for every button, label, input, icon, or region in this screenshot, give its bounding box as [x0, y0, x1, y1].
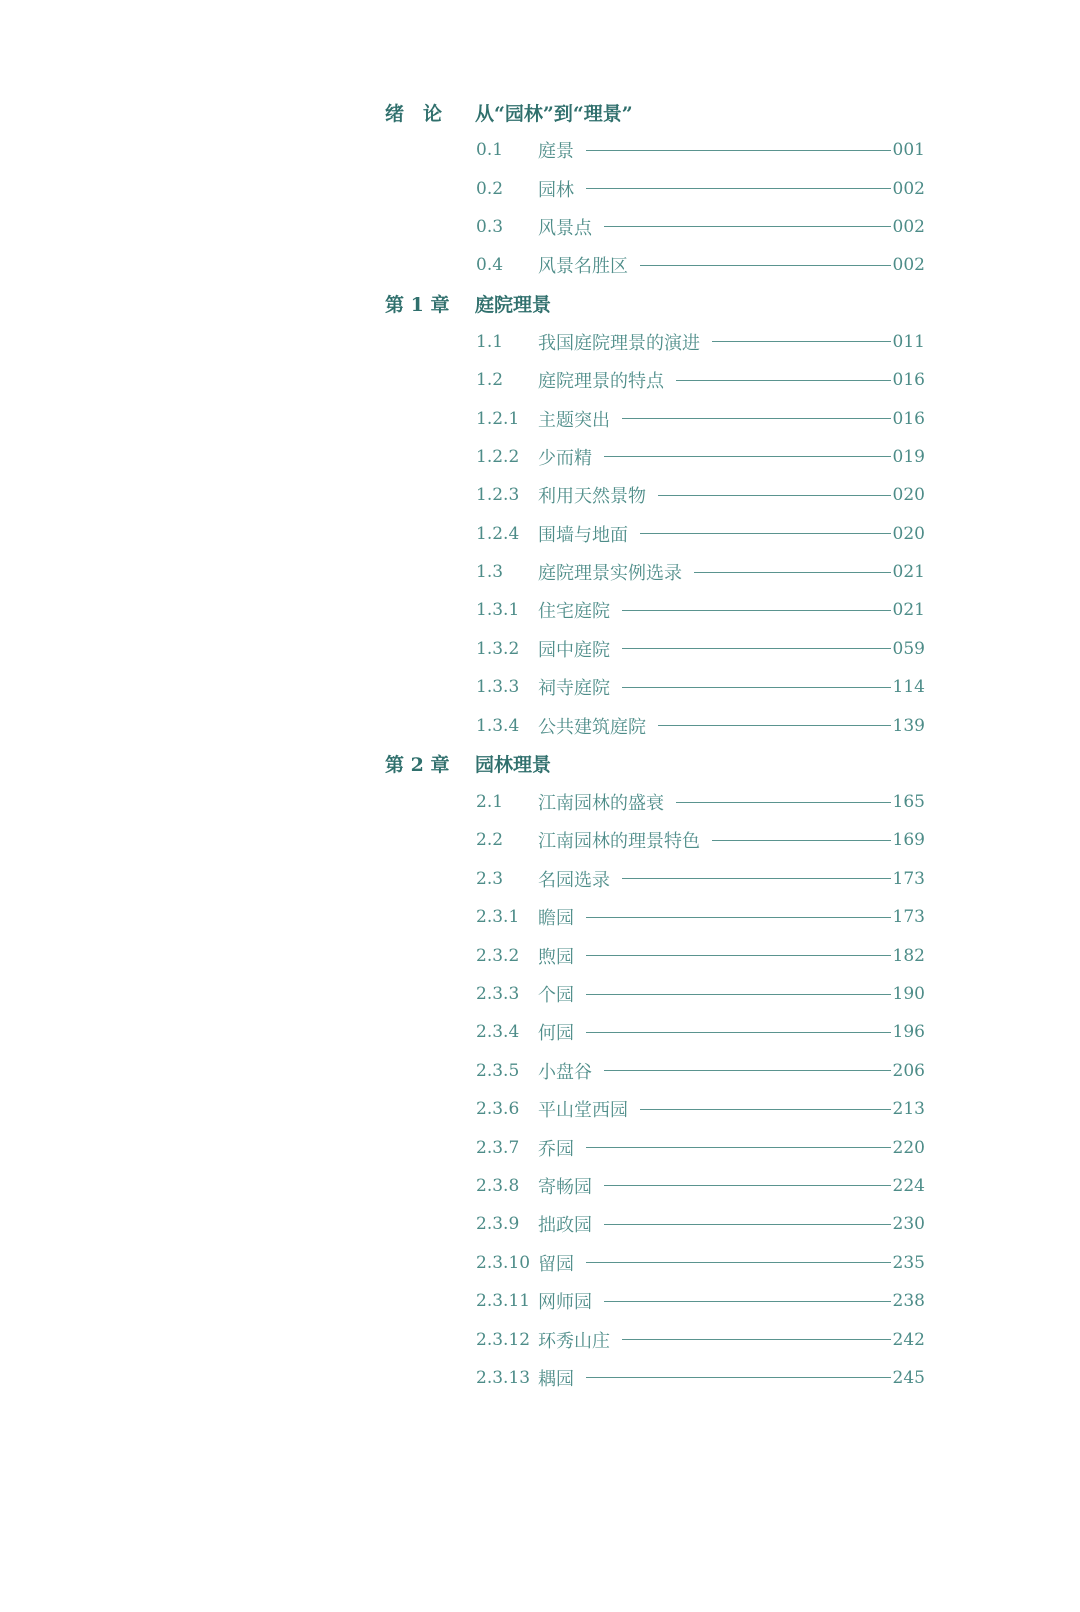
leader-line [586, 188, 891, 189]
entry-page-number: 173 [892, 868, 925, 889]
entry-title: 小盘谷 [538, 1061, 592, 1083]
entry-number: 2.3.8 [476, 1175, 520, 1196]
entry-page-number: 190 [892, 984, 925, 1004]
entry-page-number: 016 [892, 408, 925, 429]
entry-number: 1.2 [476, 370, 504, 391]
leader-line [586, 1032, 891, 1033]
entry-page-number: 238 [892, 1291, 925, 1312]
entry-number: 2.3.3 [476, 984, 520, 1004]
entry-number: 0.4 [476, 255, 504, 276]
entry-number: 2.3.9 [476, 1214, 520, 1235]
entry-title: 围墙与地面 [538, 524, 628, 546]
entry-title: 耦园 [538, 1368, 574, 1390]
leader-line [622, 648, 891, 649]
leader-line [586, 1262, 891, 1263]
entry-number: 1.3.2 [476, 638, 520, 659]
toc-entry[interactable] [476, 1052, 925, 1090]
entry-page-number: 114 [892, 677, 925, 698]
entry-page-number: 001 [892, 140, 925, 161]
leader-line [604, 1070, 891, 1071]
entry-number: 2.3.7 [476, 1137, 520, 1158]
entry-number: 2.3.6 [476, 1099, 520, 1120]
entry-title: 瞻园 [538, 908, 574, 930]
entry-page-number: 182 [892, 945, 925, 966]
entry-page-number: 020 [892, 523, 925, 544]
entry-title: 利用天然景物 [538, 486, 646, 508]
toc-entry[interactable] [476, 1244, 925, 1282]
toc-entry[interactable] [476, 783, 925, 821]
entry-number: 1.3.4 [476, 715, 520, 736]
entry-title: 公共建筑庭院 [538, 716, 646, 738]
entry-title: 我国庭院理景的演进 [538, 332, 700, 354]
toc-entry[interactable] [476, 1128, 925, 1166]
leader-line [640, 1109, 891, 1110]
chapter-title: 园林理景 [475, 754, 552, 777]
entry-title: 乔园 [538, 1138, 574, 1160]
entry-title: 风景名胜区 [538, 256, 628, 278]
entry-page-number: 242 [892, 1329, 925, 1350]
leader-line [640, 265, 891, 266]
leader-line [658, 495, 891, 496]
entry-number: 2.1 [476, 792, 504, 813]
entry-title: 留园 [538, 1253, 574, 1275]
entry-page-number: 230 [892, 1214, 925, 1235]
entry-page-number: 173 [892, 907, 925, 928]
chapter-section [385, 93, 945, 285]
leader-line [604, 1185, 891, 1186]
leader-line [622, 687, 891, 688]
entry-title: 祠寺庭院 [538, 678, 610, 700]
entry-title: 个园 [538, 985, 574, 1006]
toc-entry[interactable] [476, 821, 925, 859]
toc-entry[interactable] [476, 361, 925, 399]
leader-line [622, 418, 891, 419]
entry-page-number: 220 [892, 1137, 925, 1158]
entry-title: 煦园 [538, 946, 574, 968]
toc-entry[interactable] [476, 898, 925, 936]
chapter-label: 绪 论 [385, 102, 443, 125]
chapter-heading[interactable] [385, 93, 945, 131]
entry-number: 2.3.11 [476, 1291, 531, 1312]
entry-title: 环秀山庄 [538, 1330, 610, 1352]
entry-title: 拙政园 [538, 1215, 592, 1237]
entry-page-number: 002 [892, 255, 925, 276]
table-of-contents [385, 93, 945, 1397]
entry-title: 何园 [538, 1023, 574, 1045]
entry-title: 庭景 [538, 141, 574, 163]
chapter-section [385, 745, 945, 1397]
leader-line [586, 955, 891, 956]
toc-entry[interactable] [476, 1167, 925, 1205]
chapter-heading[interactable] [385, 745, 945, 783]
chapter-heading[interactable] [385, 285, 945, 323]
entry-page-number: 021 [892, 562, 925, 583]
chapter-label: 第 1 章 [385, 294, 450, 317]
entry-number: 1.1 [476, 331, 504, 352]
entry-page-number: 139 [892, 715, 925, 736]
leader-line [586, 150, 891, 151]
toc-entry[interactable] [476, 323, 925, 361]
leader-line [658, 725, 891, 726]
entry-page-number: 019 [892, 446, 925, 467]
entry-page-number: 165 [892, 792, 925, 813]
toc-entry[interactable] [476, 169, 925, 207]
entry-title: 少而精 [538, 447, 592, 469]
toc-entry[interactable] [476, 1013, 925, 1051]
entry-page-number: 020 [892, 485, 925, 506]
toc-entry[interactable] [476, 438, 925, 476]
entry-number: 1.3.1 [476, 600, 520, 621]
entry-page-number: 021 [892, 600, 925, 621]
toc-entry[interactable] [476, 515, 925, 553]
entry-title: 园中庭院 [538, 639, 610, 661]
entry-number: 0.1 [476, 140, 504, 161]
leader-line [586, 1377, 891, 1378]
toc-entry[interactable] [476, 131, 925, 169]
toc-entry[interactable] [476, 1320, 925, 1358]
entry-page-number: 235 [892, 1252, 925, 1273]
entry-number: 2.3.13 [476, 1367, 531, 1388]
toc-entry[interactable] [476, 246, 925, 284]
leader-line [604, 1224, 891, 1225]
toc-entry[interactable] [476, 630, 925, 668]
entry-number: 1.2.2 [476, 446, 520, 467]
toc-entry[interactable] [476, 1359, 925, 1397]
toc-entry[interactable] [476, 399, 925, 437]
entry-number: 2.3 [476, 868, 504, 889]
entry-number: 1.2.4 [476, 523, 520, 544]
entry-title: 住宅庭院 [538, 601, 610, 623]
leader-line [586, 1147, 891, 1148]
chapter-section [385, 285, 945, 745]
entry-number: 2.3.5 [476, 1060, 520, 1081]
entry-page-number: 224 [892, 1175, 925, 1196]
leader-line [586, 994, 891, 995]
entry-title: 江南园林的盛衰 [538, 793, 664, 815]
entry-number: 2.3.10 [476, 1252, 531, 1273]
entry-title: 庭院理景的特点 [538, 371, 664, 393]
entry-title: 平山堂西园 [538, 1100, 628, 1122]
entry-number: 0.2 [476, 178, 504, 199]
toc-entry[interactable] [476, 860, 925, 898]
leader-line [622, 878, 891, 879]
entry-number: 0.3 [476, 216, 504, 237]
entry-page-number: 002 [892, 178, 925, 199]
leader-line [586, 917, 891, 918]
entry-title: 名园选录 [538, 869, 610, 891]
entry-page-number: 245 [892, 1367, 925, 1388]
entry-number: 2.3.2 [476, 945, 520, 966]
toc-entry[interactable] [476, 706, 925, 744]
entry-number: 1.3 [476, 562, 504, 583]
leader-line [676, 380, 891, 381]
toc-entry[interactable] [476, 476, 925, 514]
chapter-title: 从“园林”到“理景” [475, 102, 633, 125]
toc-entry[interactable] [476, 936, 925, 974]
entry-title: 园林 [538, 179, 574, 201]
leader-line [676, 802, 891, 803]
leader-line [712, 840, 891, 841]
toc-entry[interactable] [476, 1282, 925, 1320]
leader-line [712, 341, 891, 342]
leader-line [604, 226, 891, 227]
entry-page-number: 002 [892, 216, 925, 237]
entry-number: 2.3.1 [476, 907, 520, 928]
entry-page-number: 169 [892, 830, 925, 851]
chapter-label: 第 2 章 [385, 754, 450, 777]
toc-entry[interactable] [476, 591, 925, 629]
entry-page-number: 196 [892, 1022, 925, 1043]
entry-number: 1.3.3 [476, 677, 520, 698]
entry-title: 风景点 [538, 217, 592, 239]
entry-number: 1.2.1 [476, 408, 520, 429]
entry-title: 江南园林的理景特色 [538, 831, 700, 853]
toc-entry[interactable] [476, 975, 925, 1013]
leader-line [622, 610, 891, 611]
entry-page-number: 016 [892, 370, 925, 391]
toc-entry[interactable] [476, 553, 925, 591]
entry-page-number: 059 [892, 638, 925, 659]
entry-title: 寄畅园 [538, 1176, 592, 1198]
leader-line [640, 533, 891, 534]
entry-page-number: 213 [892, 1099, 925, 1120]
entry-number: 1.2.3 [476, 485, 520, 506]
leader-line [604, 456, 891, 457]
entry-page-number: 206 [892, 1060, 925, 1081]
entry-title: 主题突出 [538, 409, 610, 431]
leader-line [694, 572, 891, 573]
entry-page-number: 011 [892, 331, 925, 352]
entry-number: 2.3.4 [476, 1022, 520, 1043]
toc-entry[interactable] [476, 1090, 925, 1128]
leader-line [622, 1339, 891, 1340]
toc-entry[interactable] [476, 208, 925, 246]
leader-line [604, 1301, 891, 1302]
entry-number: 2.3.12 [476, 1329, 531, 1350]
chapter-title: 庭院理景 [475, 294, 552, 317]
entry-title: 庭院理景实例选录 [538, 563, 682, 585]
entry-title: 网师园 [538, 1292, 592, 1314]
toc-entry[interactable] [476, 668, 925, 706]
toc-entry[interactable] [476, 1205, 925, 1243]
entry-number: 2.2 [476, 830, 504, 851]
